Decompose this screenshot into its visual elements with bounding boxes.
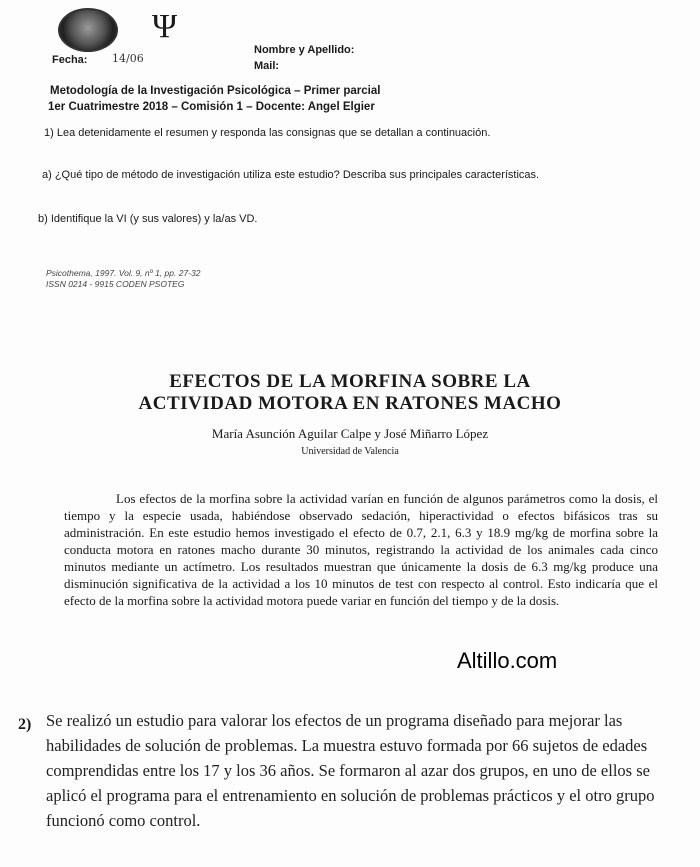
- article-title-line-2: ACTIVIDAD MOTORA EN RATONES MACHO: [138, 393, 562, 414]
- question-2-text: Se realizó un estudio para valorar los efectos de un programa diseñado para mejorar las habilidades de solución de problemas. La muestra estuvo formada por 66 sujetos de edades comprendidas entre los 17 y los 36 años. Se formaron al azar dos grupos, en uno de ellos se aplicó el programa para el entrenamiento en solución de problemas prácticos y el otro grupo funcionó como control.: [46, 711, 655, 830]
- mail-label: Mail:: [254, 60, 280, 72]
- question-a: a) ¿Qué tipo de método de investigación utiliza este estudio? Describa sus principales características.: [42, 169, 540, 181]
- psi-symbol: Ψ: [152, 8, 178, 45]
- course-term: 1er Cuatrimestre 2018 – Comisión 1 – Docente: Angel Elgier: [48, 101, 375, 113]
- instruction-1: 1) Lea detenidamente el resumen y responda las consignas que se detallan a continuación.: [44, 127, 491, 139]
- fecha-label: Fecha:: [52, 54, 88, 66]
- citation-issn: ISSN 0214 - 9915 CODEN PSOTEG: [46, 279, 185, 289]
- citation-journal: Psicothema, 1997. Vol. 9, nº 1, pp. 27-32: [46, 268, 201, 278]
- nombre-label: Nombre y Apellido:: [254, 44, 355, 56]
- article-authors: María Asunción Aguilar Calpe y José Miñarro López: [211, 426, 489, 441]
- question-2-number: 2): [18, 716, 32, 733]
- question-b: b) Identifique la VI (y sus valores) y la/as VD.: [38, 213, 258, 225]
- article-abstract: Los efectos de la morfina sobre la actividad varían en función de algunos parámetros como la dosis, el tiempo y la especie usada, habiéndose observado sedación, hiperactividad o efectos bifásicos tras su administración. En este estudio hemos investigado el efecto de 0.7, 2.1, 6.3 y 18.9 mg/kg de morfina sobre la conducta motora en ratones macho durante 30 minutos, registrando la actividad de los animales cada cinco minutos mediante un actímetro. Los resultados muestran que únicamente la dosis de 6.3 mg/kg produce una disminución significativa de la actividad a los 10 minutos de test con respecto al control. Esto indicaría que el efecto de la morfina sobre la actividad motora puede variar en función del tiempo y de la dosis.: [64, 491, 658, 608]
- watermark: Altillo.com: [457, 648, 558, 673]
- article-affiliation: Universidad de Valencia: [301, 446, 399, 457]
- university-seal-icon: [58, 8, 118, 52]
- article-title-line-1: EFECTOS DE LA MORFINA SOBRE LA: [169, 371, 531, 392]
- course-title: Metodología de la Investigación Psicológica – Primer parcial: [50, 85, 381, 97]
- fecha-value: 14/06: [112, 52, 144, 65]
